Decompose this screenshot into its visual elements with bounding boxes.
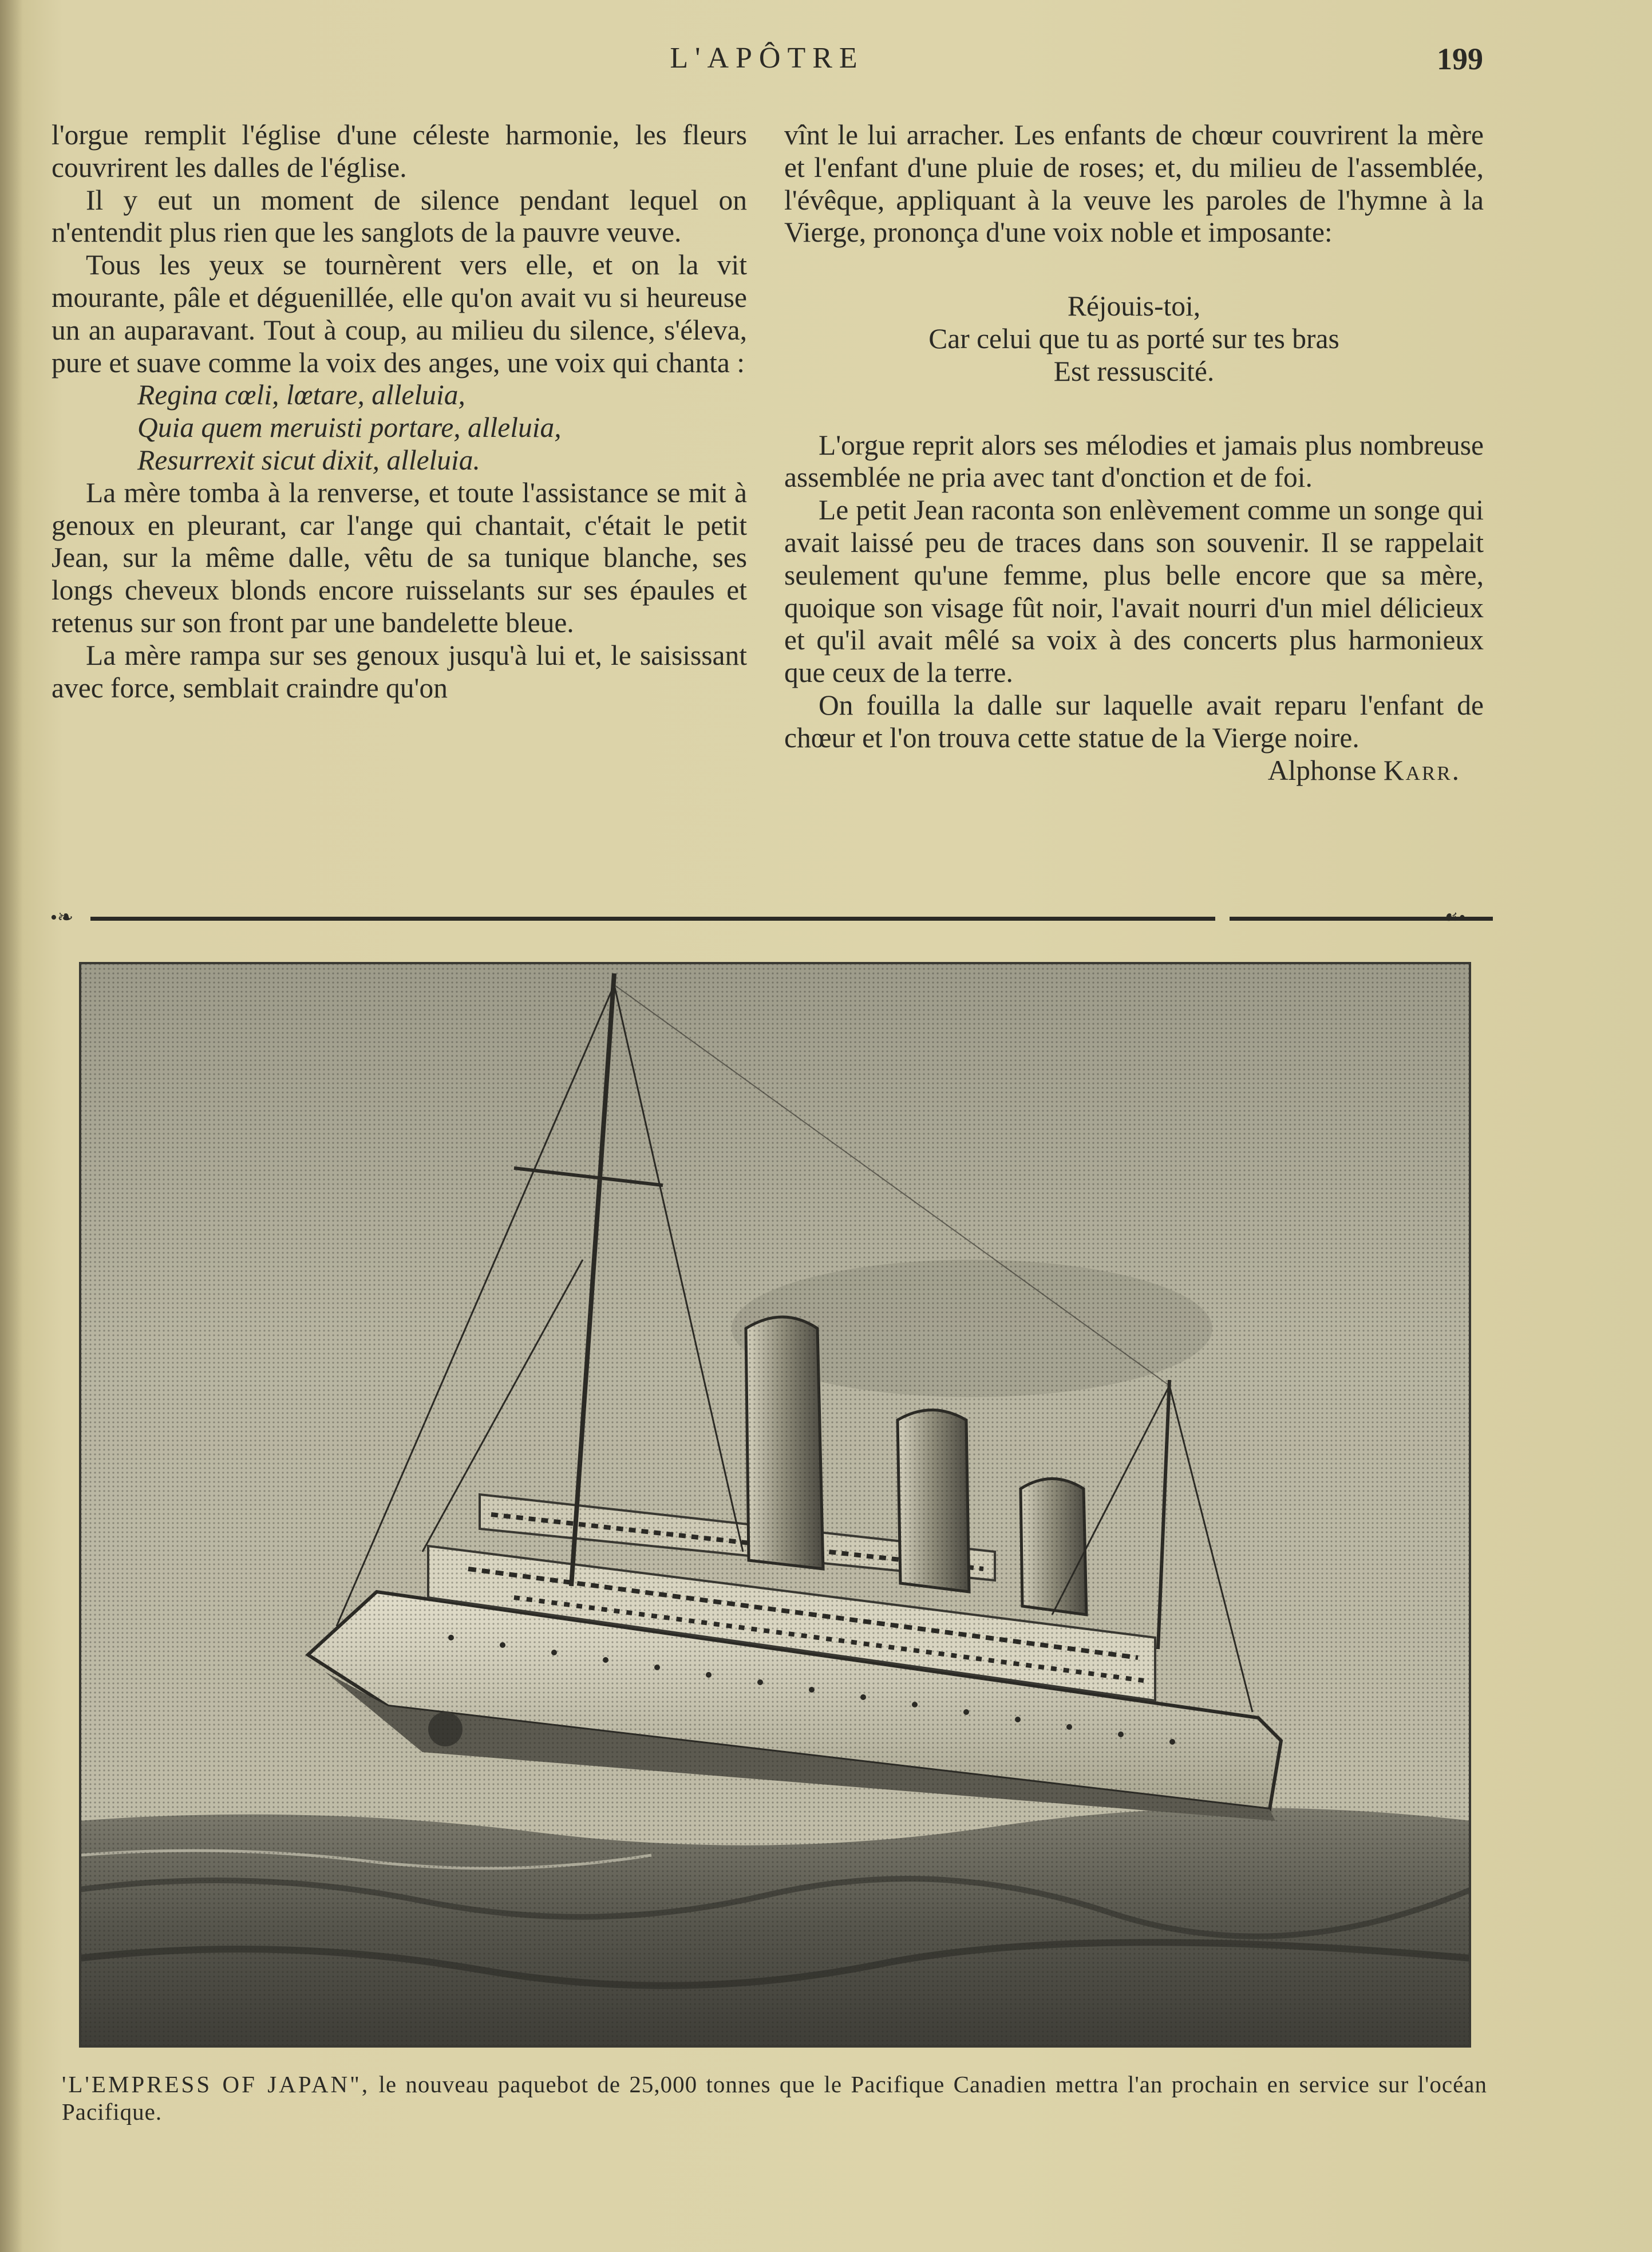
fleuron-right-icon: ☙• xyxy=(1441,907,1466,928)
fleuron-left-icon: •❧ xyxy=(50,907,74,928)
left-column xyxy=(52,119,747,704)
paragraph: Le petit Jean raconta son enlèvement comme un songe qui avait laissé peu de traces dans son souvenir. Il se rappelait seulement qu'une femme, plus belle encore que sa mère, quoique son visage fût noir, l'avait nourri d'un miel délicieux et qu'il avait mêlé sa voix à des concerts plus harmonieux que ceux de la terre. xyxy=(784,494,1484,689)
latin-verse xyxy=(52,379,747,476)
running-head xyxy=(0,41,1652,87)
paragraph: L'orgue reprit alors ses mélodies et jamais plus nombreuse assemblée ne pria avec tant d'onction et de foi. xyxy=(784,429,1484,494)
ornamental-rule xyxy=(50,909,1487,926)
paragraph: Il y eut un moment de silence pendant lequel on n'entendit plus rien que les sanglots de la pauvre veuve. xyxy=(52,184,747,249)
ship-photograph xyxy=(79,962,1471,2048)
paragraph: l'orgue remplit l'église d'une céleste harmonie, les fleurs couvrirent les dalles de l'église. xyxy=(52,119,747,183)
verse-line: Réjouis-toi, xyxy=(1067,290,1201,322)
author-signature xyxy=(784,755,1484,787)
author-last-name: Karr. xyxy=(1383,754,1461,786)
paragraph: La mère tomba à la renverse, et toute l'assistance se mit à genoux en pleurant, car l'ange qui chantait, c'était le petit Jean, sur la même dalle, vêtu de sa tunique blanche, ses longs cheveux blonds encore ruisselants sur ses épaules et retenus sur son front par une bandelette bleue. xyxy=(52,476,747,638)
rule-line xyxy=(90,917,1215,921)
right-column xyxy=(784,119,1484,787)
halftone-screen xyxy=(79,962,1471,2048)
caption-ship-name: 'L'EMPRESS OF JAPAN", xyxy=(62,2071,370,2097)
verse-line: Car celui que tu as porté sur tes bras xyxy=(928,322,1339,354)
paragraph: On fouilla la dalle sur laquelle avait reparu l'enfant de chœur et l'on trouva cette statue de la Vierge noire. xyxy=(784,689,1484,754)
verse-line: Resurrexit sicut dixit, alleluia. xyxy=(137,444,480,476)
verse-line: Est ressuscité. xyxy=(1053,355,1215,387)
author-first-name: Alphonse xyxy=(1267,754,1377,786)
paragraph: vînt le lui arracher. Les enfants de chœur couvrirent la mère et l'enfant d'une pluie de roses; et, du milieu de l'assemblée, l'évêque, appliquant à la veuve les paroles de l'hymne à la Vierge, prononça d'une voix noble et imposante: xyxy=(784,119,1484,249)
paragraph: La mère rampa sur ses genoux jusqu'à lui et, le saisissant avec force, semblait craindre qu'on xyxy=(52,639,747,704)
paragraph: Tous les yeux se tournèrent vers elle, et on la vit mourante, pâle et déguenillée, elle qu'on avait vu si heureuse un an auparavant. Tout à coup, au milieu du silence, s'éleva, pure et suave comme la voix des anges, une voix qui chanta : xyxy=(52,249,747,378)
page-number: 199 xyxy=(1437,42,1483,76)
journal-title: L'APÔTRE xyxy=(670,42,864,74)
caption-text: le nouveau paquebot de 25,000 tonnes que le Pacifique Canadien mettra l'an prochain en service sur l'océan Pacifique. xyxy=(62,2071,1487,2125)
verse-line: Quia quem meruisti portare, alleluia, xyxy=(137,412,562,444)
verse-line: Regina cœli, lœtare, alleluia, xyxy=(137,379,465,411)
french-verse xyxy=(784,290,1484,388)
figure-caption xyxy=(62,2070,1487,2125)
binding-shadow xyxy=(0,0,23,2252)
